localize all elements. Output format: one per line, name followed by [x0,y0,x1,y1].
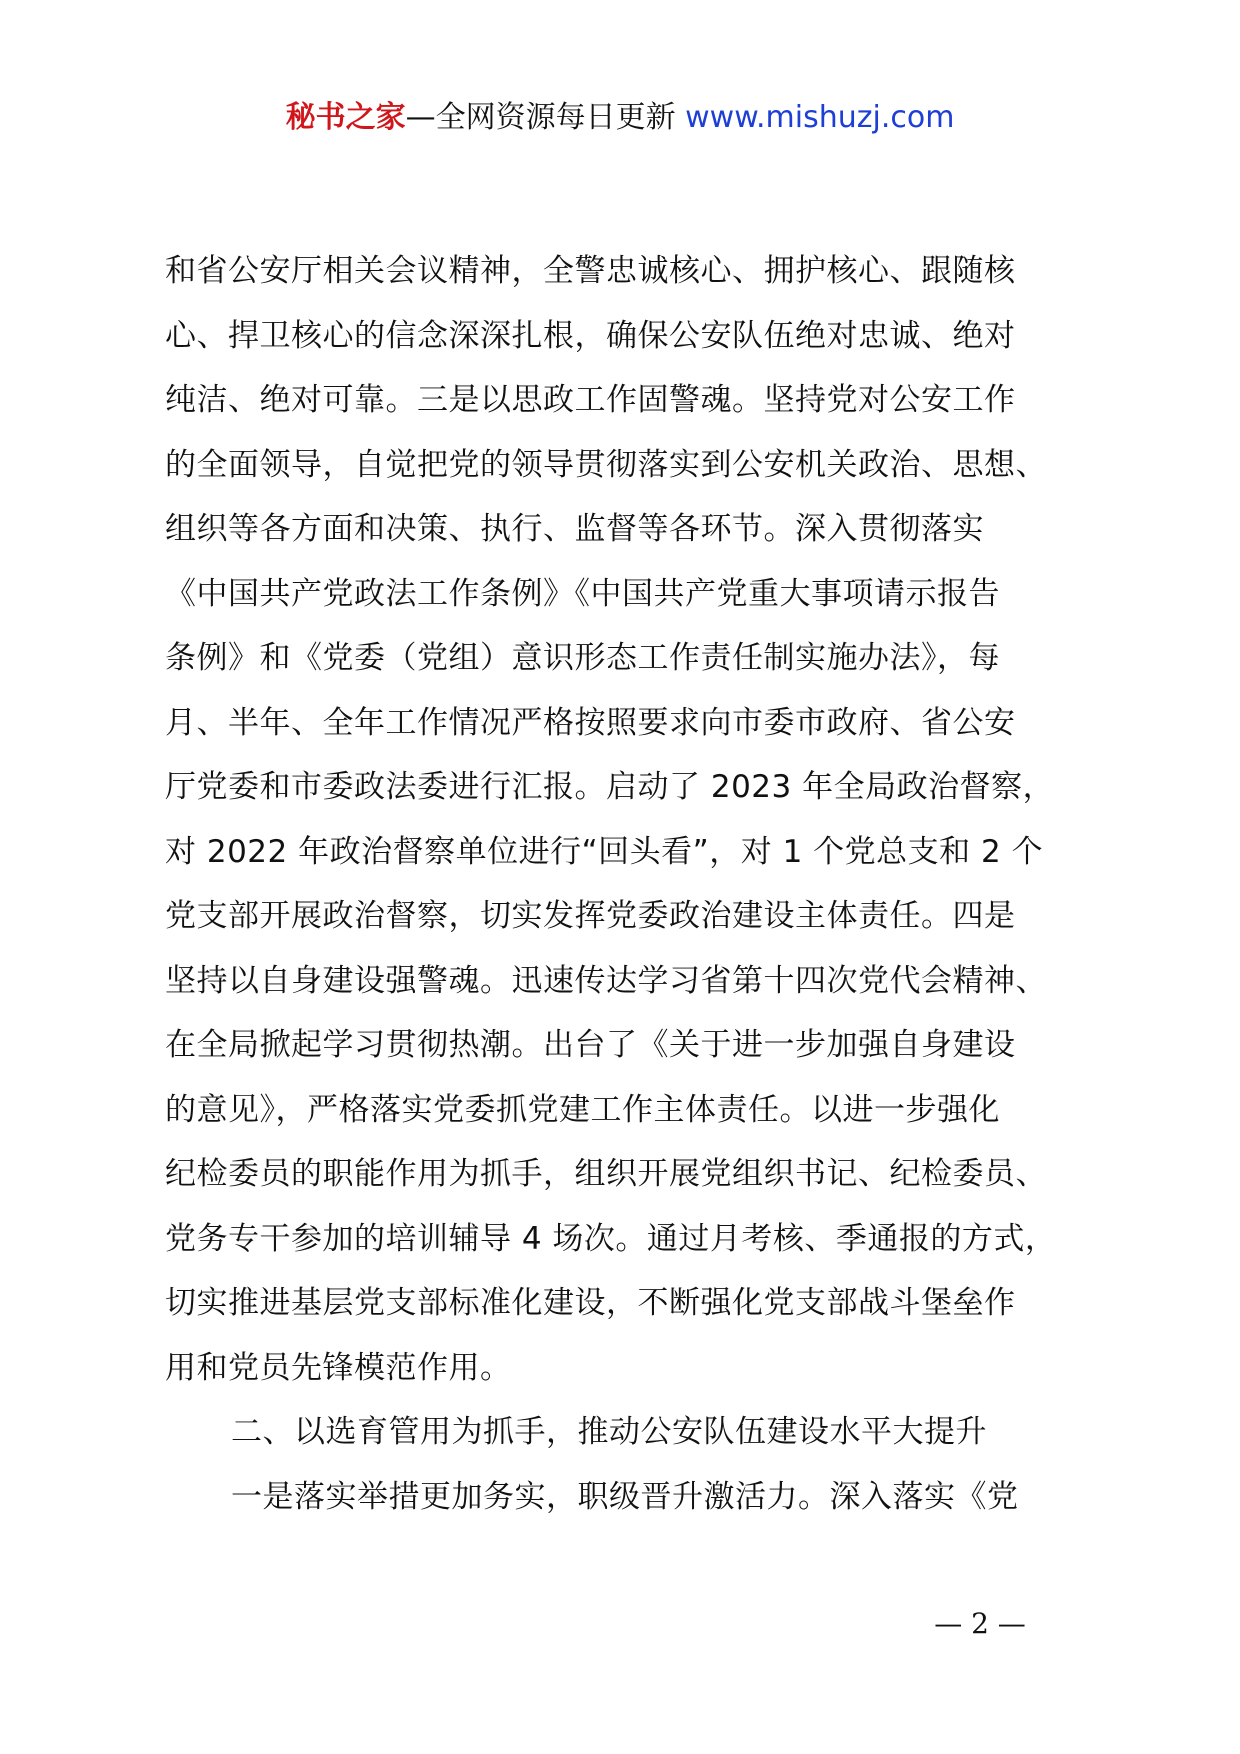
paragraph-line: 一是落实举措更加务实，职级晋升激活力。深入落实《党 [231,1478,1019,1515]
paragraph-line: 纪检委员的职能作用为抓手，组织开展党组织书记、纪检委员、 [165,1156,1047,1192]
paragraph-line: 用和党员先锋模范作用。 [165,1349,512,1386]
paragraph-line: 厅党委和市委政法委进行汇报。启动了 2023 年全局政治督察， [165,769,1055,805]
document-body [165,239,1125,1529]
paragraph-line: 月、半年、全年工作情况严格按照要求向市委市政府、省公安 [165,704,1016,741]
paragraph-line: 《中国共产党政法工作条例》《中国共产党重大事项请示报告 [165,575,1000,612]
paragraph-line: 在全局掀起学习贯彻热潮。出台了《关于进一步加强自身建设 [165,1027,1016,1063]
page-header [0,98,1240,138]
paragraph-line: 切实推进基层党支部标准化建设，不断强化党支部战斗堡垒作 [165,1285,1016,1321]
section-heading: 二、以选育管用为抓手，推动公安队伍建设水平大提升 [231,1414,987,1450]
page-number: — 2 — [934,1607,1026,1640]
paragraph-line: 心、捍卫核心的信念深深扎根，确保公安队伍绝对忠诚、绝对 [165,317,1016,354]
paragraph-line: 党务专干参加的培训辅导 4 场次。通过月考核、季通报的方式， [165,1220,1057,1257]
paragraph-line: 党支部开展政治督察，切实发挥党委政治建设主体责任。四是 [165,898,1016,934]
paragraph-line: 对 2022 年政治督察单位进行“回头看”，对 1 个党总支和 2 个 [165,833,1044,870]
header-tagline: —全网资源每日更新 [405,100,676,135]
paragraph-line: 坚持以自身建设强警魂。迅速传达学习省第十四次党代会精神、 [165,962,1047,999]
brand-name: 秘书之家 [285,100,406,135]
site-url-link[interactable]: www.mishuzj.com [685,100,955,135]
paragraph-line: 的意见》，严格落实党委抓党建工作主体责任。以进一步强化 [165,1091,1000,1128]
paragraph-line: 条例》和《党委（党组）意识形态工作责任制实施办法》，每 [165,640,1000,676]
paragraph-line: 纯洁、绝对可靠。三是以思政工作固警魂。坚持党对公安工作 [165,382,1016,418]
paragraph-line: 和省公安厅相关会议精神，全警忠诚核心、拥护核心、跟随核 [165,253,1016,289]
paragraph-line: 的全面领导，自觉把党的领导贯彻落实到公安机关政治、思想、 [165,446,1047,483]
paragraph-line: 组织等各方面和决策、执行、监督等各环节。深入贯彻落实 [165,511,984,547]
